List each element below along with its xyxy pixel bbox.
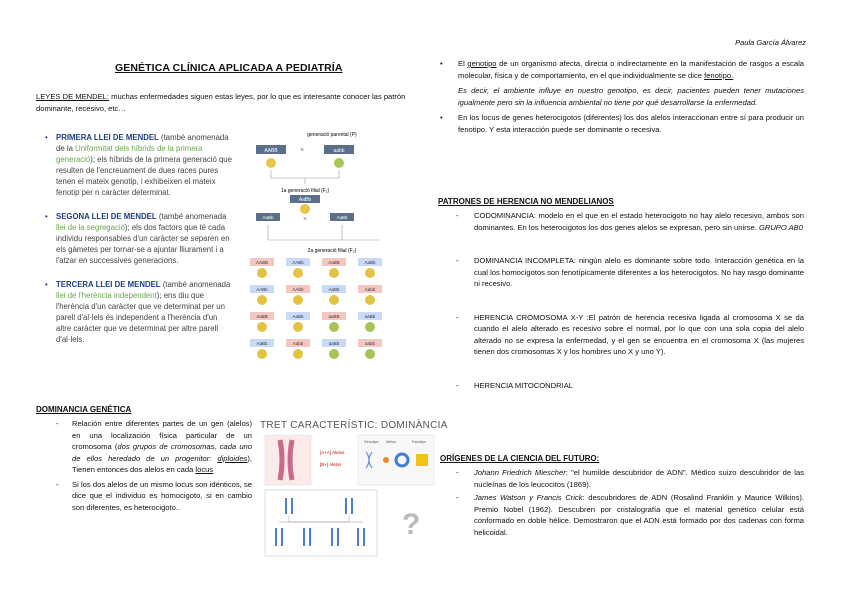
origen-body: : descubridores de ADN (Rosalind Franklin y Maurice Wilkins). Premio Nobel (1962). Descubren por cristalografía que el material genético celular está conformado en doble hélice. Demostraron que el ADN está formado por dos cadenas con forma helicoidal. — [474, 493, 804, 537]
punnett-genotype: AABB — [255, 260, 269, 265]
bullet-icon: • — [45, 133, 48, 142]
genotype-header: Genotipo — [364, 440, 379, 444]
dash-bullet: - — [456, 380, 459, 390]
patron-body: ningún alelo es dominante sobre todo. Interacción genética en la cual los homocigotos son fenotípicamente diferentes a los heterocigotos. No hay rasgo dominante ni recesivo. — [474, 256, 805, 288]
f1-left-genotype: AaBb — [262, 215, 274, 220]
dominancia-heading: DOMINANCIA GENÉTICA — [36, 405, 132, 414]
dash-bullet: - — [56, 479, 59, 489]
patron-body: :El patrón de herencia recesiva ligada al cromosoma X se da cuando el alelo alterado es recesivo sobre el normal, por lo que con una sola copia del alelo alterado no se expresa la enfermedad, y el gen se encuentra en el cromosoma X (las mujeres tienen dos cromosomas X y los hombres uno X y uno Y). — [474, 312, 804, 356]
punnett-genotype: AaBB — [256, 314, 268, 319]
pea-seed — [329, 349, 339, 359]
dash-bullet: - — [456, 468, 459, 477]
mendel-law-pre: (també anomenada — [156, 212, 227, 221]
origen-body: : "el humilde descubridor de ADN". Médico suizo descubridor de las nucleínas de los leucocitos (1869). — [474, 468, 804, 489]
origenes-heading: ORÍGENES DE LA CIENCIA DEL FUTURO: — [440, 454, 600, 463]
patron-name: HERENCIA CROMOSOMA X-Y — [474, 312, 584, 322]
genotype-item — [440, 112, 804, 135]
pea-seed — [293, 322, 303, 332]
dominancia-item — [56, 479, 252, 514]
mendel-law-post: ); els dos factors que té cada individu responsables d'un caràcter se separen en els gàmetes per tornar-se a ajuntar lliurament i a l'atzar en successives generacions. — [56, 223, 230, 265]
patron-name: CODOMINANCIA: — [474, 211, 537, 220]
dash-bullet: - — [456, 493, 459, 502]
f1-label: 1a generació filial (F₁) — [280, 188, 330, 194]
mendel-law-item — [45, 211, 232, 266]
pea-seed — [329, 268, 339, 278]
f2-label: 2a generació filial (F₂) — [307, 248, 357, 254]
ab-allele-label: [B+] Alelos — [320, 462, 342, 467]
origenes-list — [458, 467, 804, 540]
patrones-heading: PATRONES DE HERENCIA NO MENDELIANOS — [438, 197, 614, 206]
patron-item — [458, 255, 804, 290]
punnett-genotype: Aabb — [364, 287, 376, 292]
scientist-name: Johann Friedrich Miescher — [474, 468, 566, 477]
leyes-intro — [36, 91, 408, 114]
mendel-law-name: PRIMERA LLEI DE MENDEL — [56, 133, 159, 142]
dash-bullet: - — [56, 419, 59, 428]
cross-symbol: × — [299, 147, 305, 154]
punnett-genotype: AaBb — [364, 260, 376, 265]
dash-bullet: - — [456, 211, 459, 220]
mendel-law-pre: (també anomenada — [160, 280, 231, 289]
mendel-law-post: ); ens diu que l'herència d'un caràcter que ve determinat per un parell d'al·lels és independent a l'herència d'un altre caràcter que ve determinat per altre parell d'al·lels. — [56, 291, 225, 344]
punnett-genotype: aabb — [364, 341, 376, 346]
text-run: ), Tienen entonces dos alelos en cada — [72, 453, 252, 474]
punnett-genotype: AABb — [292, 260, 304, 265]
genotype-note: Es decir, el ambiente influye en nuestro genotipo, es decir, pacientes pueden tener mutaciones igualmente pero sin la influencia ambiental no tiene por qué desarrollarse la enfermedad. — [458, 86, 804, 107]
origen-text — [474, 467, 804, 490]
text-run: fenotipo. — [704, 70, 734, 80]
f1-cross-symbol: × — [302, 216, 308, 223]
pea-seed — [257, 295, 267, 305]
pea-seed — [365, 322, 375, 332]
punnett-genotype: Aabb — [292, 341, 304, 346]
f2-punnett-grid — [250, 258, 382, 359]
mendel-law-text — [56, 211, 232, 266]
text-run: diploides — [217, 453, 248, 463]
text-run: locus — [195, 465, 214, 474]
leyes-heading: LEYES DE MENDEL: — [36, 92, 110, 101]
pea-seed — [293, 349, 303, 359]
pea-seed — [365, 349, 375, 359]
patron-name: DOMINANCIA INCOMPLETA: — [474, 256, 576, 265]
pea-seed — [257, 268, 267, 278]
genotype-section — [440, 58, 804, 139]
pea-seed — [293, 268, 303, 278]
punnett-genotype: AaBb — [256, 341, 268, 346]
genotype-item — [440, 58, 804, 81]
bullet-icon: • — [45, 212, 48, 221]
parent2-genotype: aabb — [333, 148, 345, 154]
patron-item — [458, 312, 804, 358]
origen-text — [474, 492, 804, 538]
pea-seed — [293, 295, 303, 305]
f1-genotype: AaBb — [298, 197, 312, 203]
patron-text — [474, 210, 804, 233]
dominance-figure — [262, 432, 440, 562]
dash-bullet: - — [456, 312, 459, 322]
bullet-icon: • — [45, 280, 48, 289]
f2-lines — [268, 225, 380, 240]
page-title: GENÉTICA CLÍNICA APLICADA A PEDIATRÍA — [115, 62, 343, 74]
parent1-genotype: AABB — [264, 148, 278, 154]
punnett-genotype: AaBb — [328, 287, 340, 292]
leyes-intro-text: muchas enfermedades siguen estas leyes, por lo que es interesante conocer las patrón dominante, recesivo, etc… — [36, 92, 406, 113]
mendel-law-highlight: Uniformitat dels híbrids de la primera generació — [56, 144, 203, 164]
pea-seed — [329, 295, 339, 305]
bullet-icon: • — [440, 59, 443, 68]
mendel-law-highlight: llei de la segregació — [56, 223, 125, 232]
cross-lines — [271, 170, 339, 184]
cross-panel — [265, 490, 377, 556]
allele-dot-icon — [383, 457, 389, 463]
pea-seed — [257, 322, 267, 332]
pea-seed — [365, 268, 375, 278]
punnett-genotype: aaBb — [328, 341, 340, 346]
text-run: Si los dos alelos de un mismo locus son idénticos, se dice que el individuo es homocigoto, si en cambio son diferentes, es heterocigoto.. — [72, 479, 252, 512]
dash-bullet: - — [456, 256, 459, 265]
punnett-genotype: AaBb — [292, 314, 304, 319]
dominancia-list — [56, 418, 253, 516]
patron-item — [458, 210, 804, 233]
alleles-header: Alelos — [386, 440, 396, 444]
mendel-dihybrid-diagram — [246, 128, 418, 368]
pea-seed — [329, 322, 339, 332]
aa-allele-label: [A+A] Alelos — [320, 450, 345, 455]
bullet-icon: • — [440, 113, 443, 122]
patrones-list — [458, 210, 804, 391]
patron-tail: GRUPO AB0 — [758, 222, 803, 232]
pea-seed — [257, 349, 267, 359]
punnett-genotype: AaBB — [328, 260, 340, 265]
text-run: genotipo — [467, 59, 497, 68]
origen-item — [458, 492, 804, 538]
mendel-laws-list — [45, 132, 232, 358]
text-run: dos grupos de cromosomas, cada uno de ellos heredado de un progenitor: — [72, 442, 253, 463]
patron-text — [474, 312, 804, 358]
punnett-genotype: AAbb — [292, 287, 304, 292]
dominance-figure-title: TRET CARACTERÍSTIC: DOMINÀNCIA — [260, 420, 448, 431]
patron-body: modelo en el que en el estado heterocigoto no hay alelo recesivo, ambos son dominantes. En los heterocigotos los dos genes alelos se expresan, pero sin unirse. — [474, 211, 804, 232]
question-mark-icon: ? — [402, 508, 421, 541]
text-run: Relación entre diferentes partes de un gen (alelos) en una localización física particular de un cromosoma ( — [72, 419, 252, 451]
mendel-law-pre: (també anomenada de la — [56, 133, 229, 153]
mendel-law-highlight: llei de l'herència independent — [56, 291, 157, 300]
f1-seed — [300, 204, 310, 214]
text-run: de un organismo afecta, directa o indirectamente en la manifestación de rasgos a escala molecular, física y de comportamiento, en el que individualmente se dice — [458, 59, 804, 80]
f1-right-genotype: AaBb — [336, 215, 348, 220]
patron-text — [474, 255, 804, 290]
author-name: Paula García Álvarez — [735, 38, 806, 47]
punnett-genotype: aaBB — [328, 314, 340, 319]
text-run: El — [458, 59, 468, 68]
patron-text — [474, 380, 804, 392]
punnett-genotype: aaBb — [364, 314, 376, 319]
dominancia-item — [56, 418, 253, 476]
mendel-law-text — [56, 279, 232, 345]
pea-seed — [365, 295, 375, 305]
punnett-genotype: AABb — [256, 287, 268, 292]
scientist-name: James Watson y Francis Crick — [474, 493, 583, 502]
text-run: En los locus de genes heterocigotos (diferentes) los dos alelos interaccionan entre sí para producir un fenotipo. Y esta interacción puede ser dominante o recesiva. — [458, 113, 804, 134]
mendel-law-item — [45, 279, 232, 345]
parent1-seed — [266, 158, 276, 168]
phenotype-header: Fenotipo — [412, 440, 426, 444]
patron-item — [458, 380, 804, 392]
mendel-law-name: SEGONA LLEI DE MENDEL — [56, 212, 157, 221]
mendel-law-post: ); els híbrids de la primera generació que resulten de l'encreuament de dues races pures tenen el mateix genotip, i exhibeixen el mateix fenotip per n caràcter determinat. — [56, 155, 232, 197]
parental-label: generació parental (P) — [307, 132, 357, 138]
phenotype-square-icon — [416, 454, 428, 466]
parent2-seed — [334, 158, 344, 168]
patron-name: HERENCIA MITOCONDRIAL — [474, 380, 574, 390]
mendel-law-item — [45, 132, 232, 198]
mendel-law-text — [56, 132, 232, 198]
origen-item — [458, 467, 804, 490]
mendel-law-name: TERCERA LLEI DE MENDEL — [56, 280, 161, 289]
